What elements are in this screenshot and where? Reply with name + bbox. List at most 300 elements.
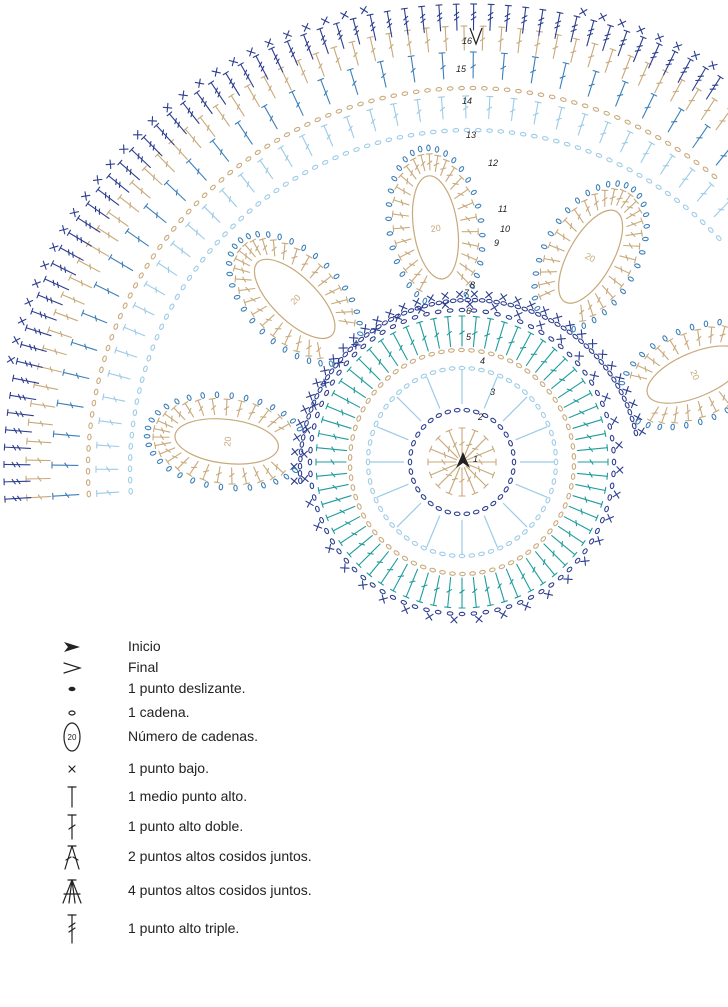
stitch [229,284,235,288]
stitch [99,367,104,373]
stitch [582,200,594,217]
stitch [386,309,394,317]
stitch [190,477,196,484]
stitch [133,410,137,416]
stitch [584,20,597,47]
stitch [146,355,151,361]
stitch [618,131,633,153]
stitch [204,481,209,487]
stitch [309,471,313,477]
stitch [635,124,642,130]
stitch [592,317,597,323]
stitch [527,301,535,309]
stitch [684,88,702,112]
stitch [566,566,572,572]
stitch [310,483,314,489]
stitch [53,492,79,500]
stitch [552,478,556,484]
stitch [229,94,247,117]
stitch [538,278,555,287]
stitch [90,411,94,417]
stitch [71,339,98,353]
stitch [566,493,571,499]
stitch [604,506,609,512]
stitch [568,38,580,63]
stitch [332,391,361,410]
stitch [390,103,400,126]
stitch [312,423,317,429]
stitch [695,401,705,418]
stitch [57,400,84,410]
stitch [403,326,420,356]
stitch [655,135,662,141]
stitch [645,354,661,368]
stitch [470,572,476,576]
stitch [194,91,214,116]
stitch [498,129,504,133]
round-number: 14 [462,96,473,106]
stitch [333,273,340,279]
stitch [540,269,556,275]
stitch [347,346,353,352]
stitch [283,473,289,479]
stitch [27,438,51,446]
stitch [174,294,180,301]
stitch [610,435,614,441]
stitch [445,410,451,415]
stitch [336,548,342,555]
stitch [354,310,360,314]
stitch [25,298,33,306]
stitch [360,574,366,580]
legend-item [40,914,640,944]
stitch [631,186,637,193]
stitch [636,172,643,178]
stitch [219,484,223,490]
stitch [616,442,623,449]
stitch [331,47,344,72]
stitch [302,476,309,483]
stitch [395,184,412,197]
stitch [470,52,476,78]
stitch [369,582,376,588]
stitch [122,302,127,309]
stitch [201,192,207,198]
stitch [514,297,521,304]
stitch [237,237,243,243]
stitch [153,426,170,435]
stitch [298,463,302,469]
stitch [623,182,628,189]
stitch [133,303,155,318]
stitch [534,306,541,312]
stitch [317,274,333,289]
stitch [575,145,581,150]
stitch [390,324,397,330]
stitch [150,253,156,260]
half-double-crochet-icon [52,782,92,812]
stitch [142,135,164,158]
stitch [89,423,93,429]
stitch [128,466,131,472]
stitch [186,208,192,214]
legend-label: 1 punto alto doble. [128,818,244,834]
stitch [542,136,548,141]
stitch [248,484,253,490]
stitch [533,543,539,549]
stitch [318,431,349,443]
stitch [70,208,78,216]
stitch [655,346,670,362]
legend-label: 2 puntos altos cosidos juntos. [128,848,312,864]
stitch [636,62,651,86]
stitch [516,89,522,93]
stitch [606,157,613,162]
stitch [302,24,310,32]
stitch [554,469,558,475]
stitch [200,256,206,263]
stitch [18,317,26,325]
stitch [255,149,262,155]
stitch [514,535,521,541]
legend-label: 1 cadena. [128,704,190,720]
stitch [306,392,314,400]
chain-count-label: 20 [222,435,234,448]
stitch [494,300,500,304]
stitch [645,129,652,135]
stitch [92,400,96,406]
stitch [210,184,216,190]
stitch [623,242,639,249]
stitch [413,90,419,94]
stitch [273,188,280,194]
stitch [358,336,364,342]
stitch [517,555,524,561]
stitch [516,363,523,369]
stitch [458,298,464,302]
round-number: 6 [466,306,472,316]
stitch [690,66,708,91]
stitch [553,520,559,527]
stitch [187,275,193,282]
stitch [87,491,91,497]
stitch [639,250,645,254]
round-number: 11 [498,204,508,214]
stitch [645,422,651,429]
stitch [517,319,523,324]
stitch [229,58,237,66]
chain-count-label: 20 [688,368,702,382]
stitch [392,369,399,375]
stitch [377,61,388,88]
stitch [458,261,475,275]
stitch [459,554,465,557]
stitch [227,170,233,176]
stitch [385,375,391,381]
stitch [86,480,90,486]
stitch [435,610,441,614]
stitch [479,570,485,574]
stitch [571,100,577,105]
stitch [63,370,90,382]
stitch [611,417,618,424]
stitch [350,18,362,45]
stitch [618,389,624,396]
stitch [563,502,568,508]
stitch [461,251,478,263]
round-number: 10 [500,224,511,234]
stitch [607,423,612,429]
stitch [5,427,31,435]
stitch [391,332,410,361]
stitch [247,48,255,56]
stitch [500,611,507,618]
stitch [391,93,397,97]
stitch [563,218,579,234]
stitch [411,478,416,484]
stitch [399,303,407,311]
stitch [321,366,329,374]
stitch [549,95,555,100]
stitch [619,381,625,385]
stitch [552,397,558,404]
stitch [109,255,134,273]
stitch [593,107,599,112]
stitch [289,238,294,244]
stitch [393,550,400,556]
stitch [497,373,503,378]
stitch [129,488,133,494]
round-number: 3 [490,387,496,397]
stitch [367,449,371,455]
stitch [666,108,684,133]
stitch [386,217,392,221]
stitch [695,329,703,346]
stitch [370,430,375,436]
stitch [445,316,454,346]
stitch [392,211,409,219]
petal [608,297,728,448]
stitch [193,200,199,206]
stitch [598,350,606,358]
stitch [506,315,512,320]
stitch [329,355,337,363]
stitch [623,386,631,394]
stitch [402,156,408,163]
stitch [607,494,612,500]
round-number: 7 [464,288,470,298]
stitch [128,455,132,461]
stitch [349,445,353,451]
stitch [295,353,300,359]
stitch [82,192,90,200]
stitch [574,360,580,366]
stitch [230,393,234,399]
stitch [555,230,572,244]
stitch [554,449,558,455]
stitch [353,147,359,152]
stitch [347,105,353,110]
stitch [693,159,700,165]
stitch [613,81,628,107]
stitch [508,560,515,566]
stitch [503,486,509,493]
stitch [379,96,385,101]
stitch [577,330,585,338]
stitch [259,328,265,334]
stitch [251,466,263,483]
stitch [536,258,542,262]
legend-label: Inicio [128,638,161,654]
stitch [600,25,614,52]
stitch [493,572,507,602]
stitch [411,560,418,565]
round-number: 12 [488,158,499,168]
stitch [421,545,427,550]
stitch [662,335,668,342]
stitch [144,281,166,297]
chain-count-label: 20 [288,292,303,307]
stitch [123,325,146,339]
stitch [76,216,101,235]
stitch [214,466,223,483]
stitch [359,581,367,589]
stitch [459,308,465,311]
stitch [309,406,314,412]
stitch [412,378,419,384]
legend-item [40,722,640,752]
stitch [167,112,188,136]
stitch [475,204,481,209]
stitch [506,541,513,547]
stitch [261,482,266,489]
stitch [301,245,306,251]
stitch [636,193,642,199]
stitch [612,447,616,453]
stitch [421,373,427,378]
stitch [497,424,503,430]
stitch [532,295,538,300]
stitch [674,42,682,50]
stitch [278,67,294,91]
stitch [44,276,70,292]
stitch [32,280,40,288]
stitch [202,205,222,225]
stitch [353,425,358,431]
stitch [54,309,79,323]
stitch [351,351,357,357]
stitch [144,435,150,439]
stitch [315,412,320,418]
stitch [246,404,258,421]
stitch [238,173,256,194]
stitch [299,456,303,462]
round-16-stitches [4,4,723,502]
stitch [504,326,521,356]
stitch [616,162,623,168]
stitch [554,459,557,465]
stitch [109,334,114,340]
stitch [636,363,653,375]
stitch [301,34,316,60]
stitch [375,140,381,145]
stitch [545,497,550,503]
stitch [155,153,176,174]
stitch [537,321,545,329]
stitch [364,143,370,148]
stitch [261,463,275,479]
stitch [661,50,678,76]
stitch [334,23,347,50]
stitch [289,90,305,116]
stitch [709,61,717,69]
stitch [436,413,443,419]
stitch [120,145,128,153]
stitch [159,324,164,331]
stitch [644,224,650,229]
stitch [317,28,331,55]
round-15-stitches [26,26,728,501]
stitch [460,214,477,223]
stitch [634,263,640,268]
stitch [86,468,89,474]
stitch [457,200,474,212]
legend-label: Número de cadenas. [128,728,258,744]
round-number: 15 [456,64,467,74]
stitch [357,503,362,509]
stitch [426,154,433,170]
stitch [533,272,539,276]
stitch [326,504,356,521]
stitch [659,407,670,424]
stitch [572,326,576,332]
stitch [438,97,446,119]
stitch [313,253,319,260]
stitch [398,247,415,260]
stitch [96,225,119,243]
stitch [265,39,273,47]
stitch [690,124,710,149]
stitch [315,506,320,512]
stitch [419,131,425,135]
stitch [282,346,287,352]
stitch [431,318,443,349]
stitch [379,595,387,603]
stitch [562,414,567,420]
stitch [240,467,249,484]
stitch [316,445,346,454]
petal [139,383,307,498]
stitch [560,97,566,102]
stitch [389,522,395,528]
stitch [462,240,479,249]
stitch [220,188,239,208]
stitch [183,402,196,419]
stitch [414,99,423,122]
stitch [592,194,601,211]
stitch [658,154,675,176]
stitch [436,301,442,305]
stitch [447,309,453,313]
stitch [465,177,471,183]
stitch [295,59,310,83]
stitch [626,230,643,238]
stitch [262,105,280,131]
stitch [343,557,349,563]
stitch [638,142,654,164]
stitch [357,331,363,336]
stitch [470,190,477,196]
